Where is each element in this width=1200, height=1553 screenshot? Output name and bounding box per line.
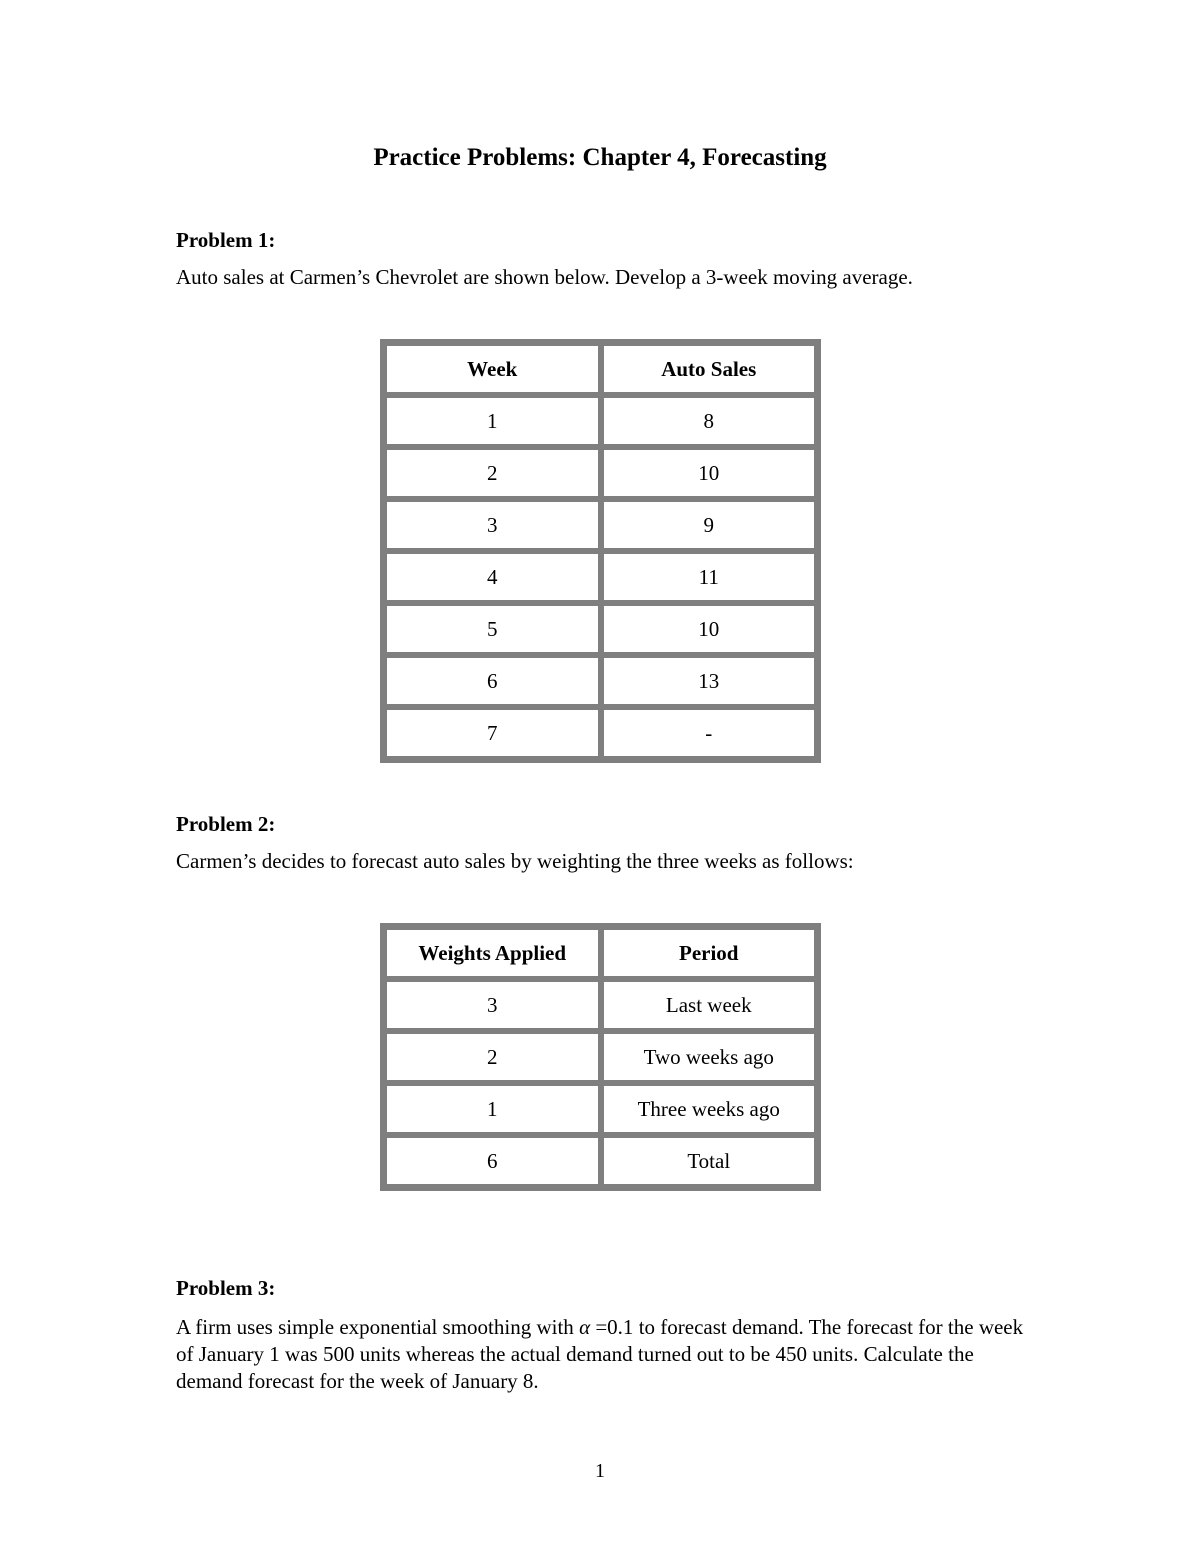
table-row — [384, 1031, 817, 1083]
sales-cell: - — [601, 707, 818, 759]
auto-sales-table — [380, 339, 821, 763]
table-row — [384, 655, 817, 707]
alpha-value: =0.1 — [590, 1315, 634, 1339]
problem-2-heading: Problem 2: — [176, 812, 276, 836]
table-row — [384, 1135, 817, 1187]
table-row — [384, 499, 817, 551]
table-header-row — [384, 927, 817, 979]
alpha-symbol: α — [579, 1315, 591, 1339]
problem-3-text-before: A firm uses simple exponential smoothing with — [176, 1315, 580, 1339]
problem-1-heading: Problem 1: — [176, 228, 276, 252]
period-cell: Last week — [601, 979, 818, 1031]
sales-cell: 9 — [601, 499, 818, 551]
table-row — [384, 447, 817, 499]
problem-3-text — [176, 1314, 1036, 1395]
weight-cell: 2 — [384, 1031, 601, 1083]
problem-2-text: Carmen’s decides to forecast auto sales by weighting the three weeks as follows: — [176, 849, 854, 873]
table-row — [384, 1083, 817, 1135]
sales-cell: 10 — [601, 447, 818, 499]
period-cell: Three weeks ago — [601, 1083, 818, 1135]
table-row — [384, 979, 817, 1031]
week-cell: 3 — [384, 499, 601, 551]
column-header-auto-sales: Auto Sales — [601, 343, 818, 395]
problem-3-heading: Problem 3: — [176, 1276, 276, 1300]
table-row — [384, 707, 817, 759]
period-cell: Two weeks ago — [601, 1031, 818, 1083]
weights-table — [380, 923, 821, 1191]
problem-1-text: Auto sales at Carmen’s Chevrolet are shown below. Develop a 3-week moving average. — [176, 265, 913, 289]
weight-cell: 3 — [384, 979, 601, 1031]
period-cell: Total — [601, 1135, 818, 1187]
table-row — [384, 551, 817, 603]
table-row — [384, 395, 817, 447]
page-number: 1 — [595, 1460, 605, 1482]
problem-3-text-after: to forecast demand. The forecast for the week of January 1 was 500 units whereas the actual demand turned out to be 450 units. Calculate the demand forecast for the week of January 8. — [176, 1315, 1024, 1393]
table-header-row — [384, 343, 817, 395]
weight-cell: 1 — [384, 1083, 601, 1135]
column-header-week: Week — [384, 343, 601, 395]
week-cell: 7 — [384, 707, 601, 759]
column-header-weights-applied: Weights Applied — [384, 927, 601, 979]
weight-cell: 6 — [384, 1135, 601, 1187]
page-title: Practice Problems: Chapter 4, Forecasting — [373, 144, 827, 171]
week-cell: 2 — [384, 447, 601, 499]
table-row — [384, 603, 817, 655]
sales-cell: 11 — [601, 551, 818, 603]
sales-cell: 8 — [601, 395, 818, 447]
week-cell: 6 — [384, 655, 601, 707]
week-cell: 4 — [384, 551, 601, 603]
week-cell: 1 — [384, 395, 601, 447]
sales-cell: 13 — [601, 655, 818, 707]
week-cell: 5 — [384, 603, 601, 655]
sales-cell: 10 — [601, 603, 818, 655]
column-header-period: Period — [601, 927, 818, 979]
